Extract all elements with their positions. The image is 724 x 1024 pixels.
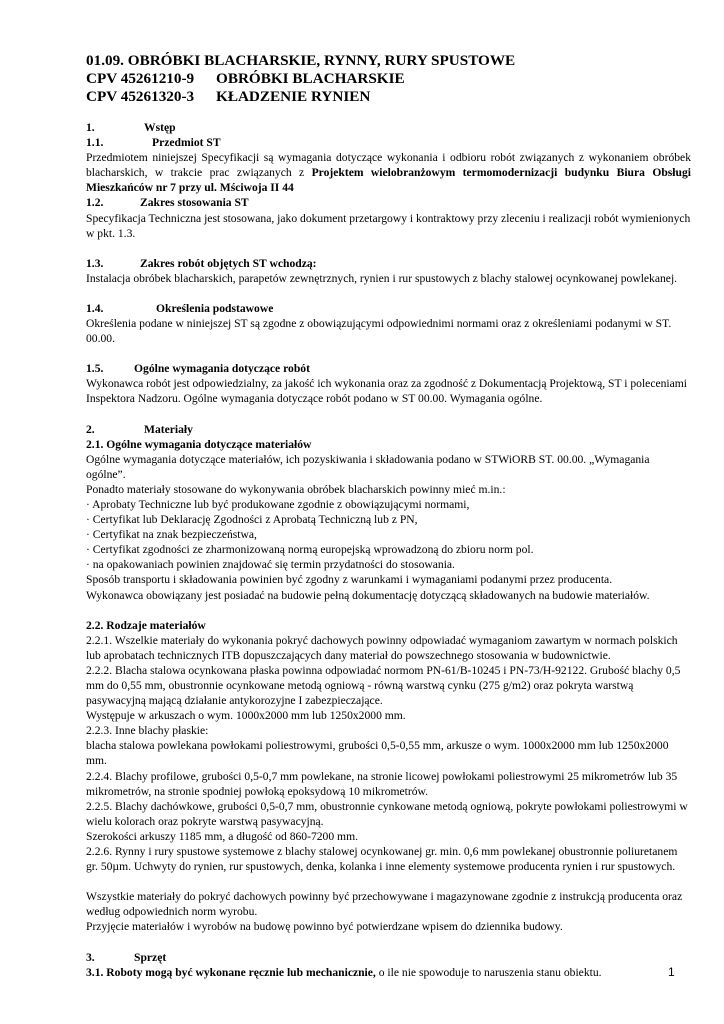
section-2-heading: 2. Materiały (86, 422, 193, 436)
list-item: · Aprobaty Techniczne lub być produkowane zgodnie z obowiązującymi normami, (86, 497, 470, 511)
section-1-1-text: Przedmiotem niniejszej Specyfikacji są wymagania dotyczące wykonania i odbioru robót związanych z wykonaniem obróbek blacharskich, w trakcie prac związanych z Projektem wielobranżowym termomodernizacji budynku Biura Obsługi Mieszkańców nr 7 przy ul. Mściwoja II 44 (86, 151, 691, 195)
header-line-3 (86, 88, 691, 106)
list-item: · na opakowaniach powinien znajdować się termin przydatności do stosowania. (86, 558, 455, 572)
section-2-1-paragraph-1: Ogólne wymagania dotyczące materiałów, ich pozyskiwania i składowania podano w STWiORB ST. 00.00. „Wymagania ogólne”. (86, 452, 650, 481)
cpv-code-1: CPV 45261210-9 (86, 70, 195, 87)
section-2-2-3-text: 2.2.3. Inne blachy płaskie: (86, 724, 209, 738)
list-item: · Certyfikat lub Deklarację Zgodności z Aprobatą Techniczną lub z PN, (86, 513, 418, 527)
section-1-4-text: Określenia podane w niniejszej ST są zgodne z obowiązującymi odpowiednimi normami oraz z określeniami podanymi w ST. 00.00. (86, 317, 672, 346)
section-2-2-2-sheets: Występuje w arkuszach o wym. 1000x2000 mm lub 1250x2000 mm. (86, 709, 406, 723)
section-3-1-text: 3.1. Roboty mogą być wykonane ręcznie lub mechanicznie, o ile nie spowoduje to naruszenia stanu obiektu. (86, 965, 602, 979)
section-1-3-text: Instalacja obróbek blacharskich, parapetów zewnętrznych, rynien i rur spustowych z blachy stalowej ocynkowanej powlekanej. (86, 271, 678, 285)
section-2-2-acceptance-text: Przyjęcie materiałów i wyrobów na budowę powinno być potwierdzane wpisem do dziennika budowy. (86, 920, 563, 934)
header-line-2 (86, 70, 691, 88)
section-3-heading: 3. Sprzęt (86, 950, 167, 964)
section-2-2-storage-text: Wszystkie materiały do pokryć dachowych powinny być przechowywane i magazynowane zgodnie z instrukcją producenta oraz według odpowiednich norm wyrobu. (86, 890, 683, 919)
cpv-code-2: CPV 45261320-3 (86, 88, 195, 105)
document-page (86, 52, 691, 980)
section-2-2-3-detail: blacha stalowa powlekana powłokami poliestrowymi, grubości 0,5-0,55 mm, arkusze o wym. 1000x2000 mm lub 1250x2000 mm. (86, 739, 669, 768)
section-1-3-heading: 1.3. Zakres robót objętych ST wchodzą: (86, 256, 317, 270)
section-1-2-heading: 1.2. Zakres stosowania ST (86, 196, 249, 210)
header-line-1: 01.09. OBRÓBKI BLACHARSKIE, RYNNY, RURY SPUSTOWE (86, 52, 516, 69)
cpv-title-1: OBRÓBKI BLACHARSKIE (216, 70, 405, 87)
section-1-heading: 1. Wstęp (86, 121, 176, 134)
list-item: · Certyfikat zgodności ze zharmonizowaną normą europejską wprowadzoną do zbioru norm pol. (86, 543, 534, 557)
section-2-2-2-text: 2.2.2. Blacha stalowa ocynkowana płaska powinna odpowiadać normom PN-61/B-10245 i PN-73/H-92122. Grubość blachy 0,5 mm do 0,55 mm, obustronnie ocynkowane metodą ogniową - równą warstwą cynku (275 g/m2) oraz pokryta warstwą pasywacyjną mającą działanie antykorozyjne I zabezpieczające. (86, 663, 681, 708)
cpv-title-2: KŁADZENIE RYNIEN (216, 88, 371, 105)
section-2-1-heading: 2.1. Ogólne wymagania dotyczące materiałów (86, 437, 312, 451)
section-2-2-6-text: 2.2.6. Rynny i rury spustowe systemowe z blachy stalowej ocynkowanej gr. min. 0,6 mm powlekanej obustronnie poliuretanem gr. 50µm. Uchwyty do rynien, rur spustowych, denka, kolanka i inne elementy systemowe producenta rynien i rur spustowych. (86, 845, 678, 874)
section-2-1-paragraph-4: Wykonawca obowiązany jest posiadać na budowie pełną dokumentację dotyczącą składowanych na budowie materiałów. (86, 588, 650, 602)
list-item: · Certyfikat na znak bezpieczeństwa, (86, 528, 257, 542)
section-1-1-heading: 1.1. Przedmiot ST (86, 136, 221, 150)
section-2-2-5-text: 2.2.5. Blachy dachówkowe, grubości 0,5-0,7 mm, obustronnie cynkowane metodą ogniową, pokryte powłokami poliestrowymi w wielu kolorach oraz pokryte warstwą pasywacyjną. (86, 799, 688, 828)
section-2-1-paragraph-2: Ponadto materiały stosowane do wykonywania obróbek blacharskich powinny mieć m.in.: (86, 482, 506, 496)
section-2-2-1-text: 2.2.1. Wszelkie materiały do wykonania pokryć dachowych powinny odpowiadać wymaganiom zawartym w normach polskich lub aprobatach technicznych ITB dopuszczających dany materiał do powszechnego stosowania w budownictwie. (86, 633, 678, 662)
section-2-1-paragraph-3: Sposób transportu i składowania powinien być zgodny z warunkami i wymaganiami podanymi przez producenta. (86, 573, 613, 587)
section-1-4-heading: 1.4. Określenia podstawowe (86, 301, 274, 315)
section-2-2-5-widths: Szerokości arkuszy 1185 mm, a długość od 860-7200 mm. (86, 829, 358, 843)
section-2-2-heading: 2.2. Rodzaje materiałów (86, 618, 206, 632)
section-1-5-heading: 1.5. Ogólne wymagania dotyczące robót (86, 362, 310, 376)
section-1-5-text: Wykonawca robót jest odpowiedzialny, za jakość ich wykonania oraz za zgodność z Dokumentacją Projektową, ST i poleceniami Inspektora Nadzoru. Ogólne wymagania dotyczące robót podano w ST 00.00. Wymagania ogólne. (86, 377, 688, 406)
section-2-2-4-text: 2.2.4. Blachy profilowe, grubości 0,5-0,7 mm powlekane, na stronie licowej powłokami poliestrowymi 25 mikrometrów lub 35 mikrometrów, na stronie spodniej powłoką epoksydową 10 mikrometrów. (86, 769, 678, 798)
section-1-2-text: Specyfikacja Techniczna jest stosowana, jako dokument przetargowy i kontraktowy przy zleceniu i realizacji robót wymienionych w pkt. 1.3. (86, 211, 691, 240)
page-number: 1 (668, 965, 675, 979)
